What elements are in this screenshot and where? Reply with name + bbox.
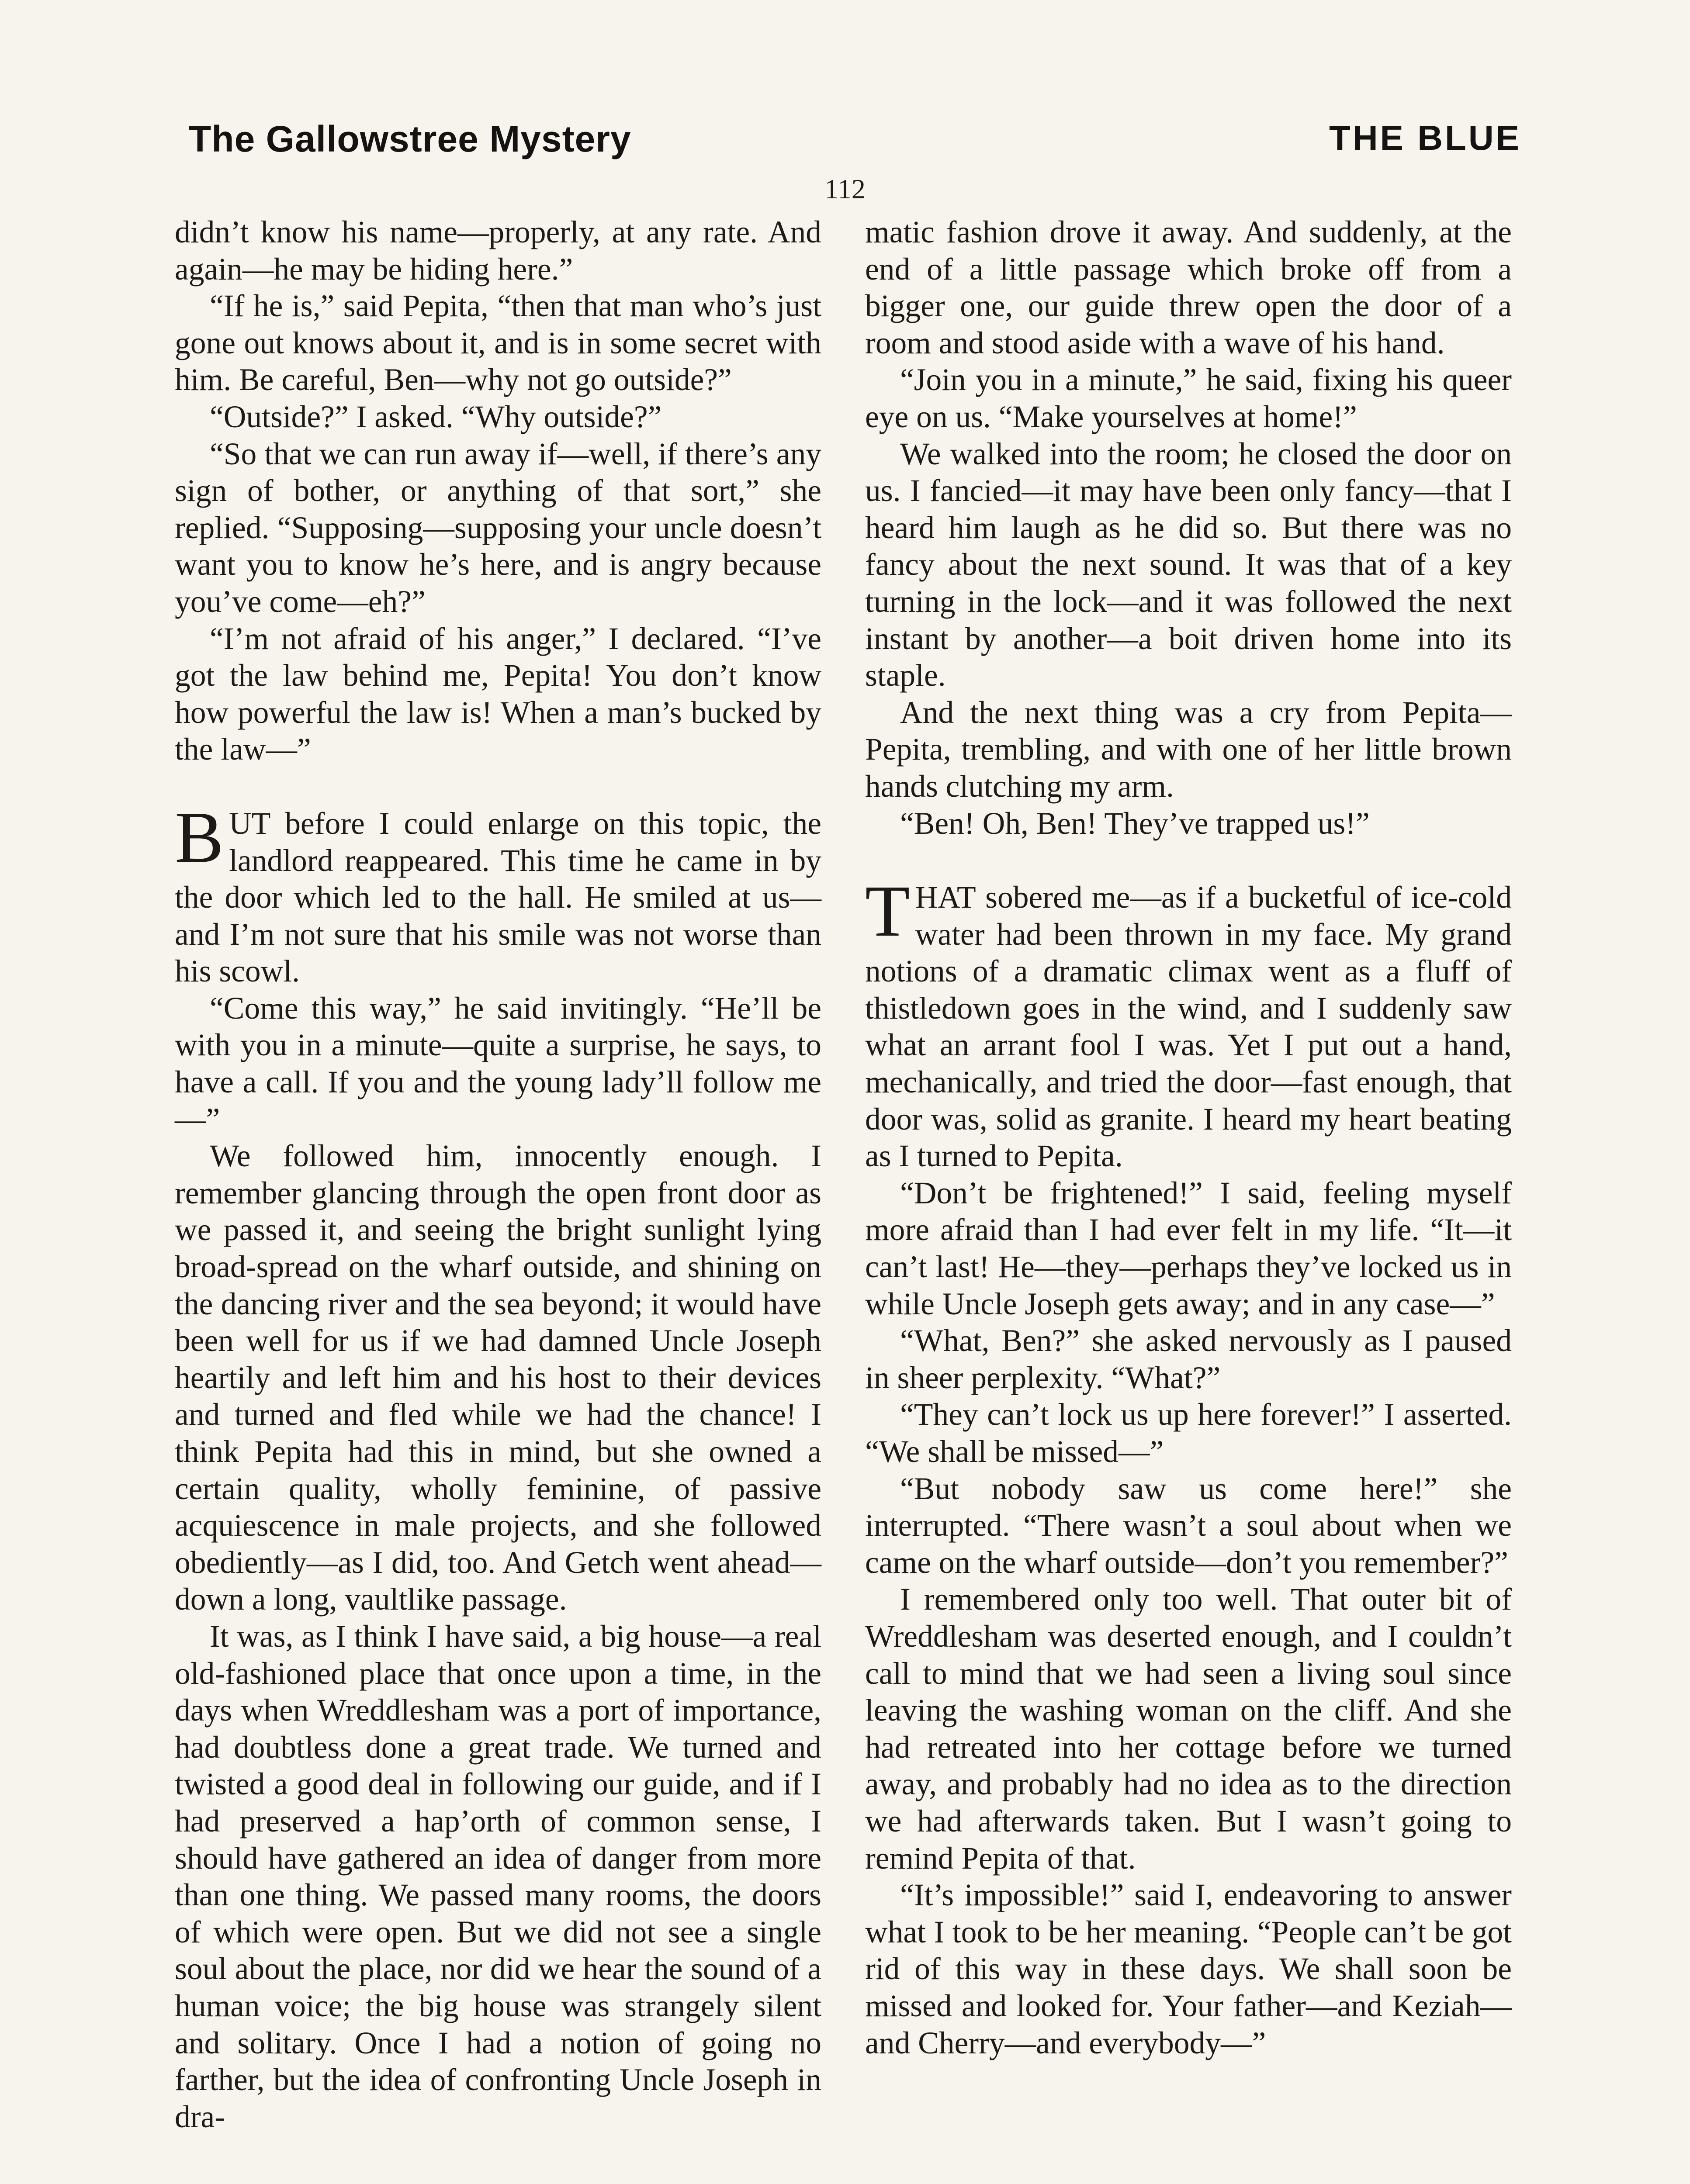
paragraph: “But nobody saw us come here!” she interrupted. “There wasn’t a soul about when we came on the wharf outside—don’t you remember?” bbox=[865, 1471, 1512, 1580]
paragraph: And the next thing was a cry from Pepita—Pepita, trembling, and with one of her little brown hands clutching my arm. bbox=[865, 695, 1512, 804]
paragraph-text: before I could enlarge on this topic, the landlord reappeared. This time he came in by the door which led to the hall. He smiled at us—and I’m not sure that his smile was not worse than his scowl. bbox=[175, 806, 821, 989]
paragraph: “Join you in a minute,” he said, fixing his queer eye on us. “Make yourselves at home!” bbox=[865, 363, 1512, 434]
paragraph: “Ben! Oh, Ben! They’ve trapped us!” bbox=[900, 806, 1370, 841]
paragraph: “I’m not afraid of his anger,” I declared. “I’ve got the law behind me, Pepita! You don’t know how powerful the law is! When a man’s bucked by the law—” bbox=[175, 621, 821, 767]
paragraph: I remembered only too well. That outer bit of Wreddlesham was deserted enough, and I couldn’t call to mind that we had seen a living soul since leaving the washing woman on the cliff. And she had retreated into her cottage before we turned away, and probably had no idea as to the direction we had afterwards taken. But I wasn’t going to remind Pepita of that. bbox=[865, 1582, 1512, 1876]
drop-cap: B bbox=[175, 796, 224, 878]
paragraph: matic fashion drove it away. And suddenly, at the end of a little passage which broke off from a bigger one, our guide threw open the door of a room and stood aside with a wave of his hand. bbox=[865, 215, 1512, 360]
magazine-title: THE BLUE bbox=[1329, 118, 1521, 157]
paragraph: “Come this way,” he said invitingly. “He’ll be with you in a minute—quite a surprise, he says, to have a call. If you and the young lady’ll follow me—” bbox=[175, 991, 821, 1137]
running-head bbox=[189, 118, 1521, 179]
section-opening-paragraph bbox=[865, 871, 1512, 1175]
paragraph: “It’s impossible!” said I, endeavoring to answer what I took to be her meaning. “People can’t be got rid of this way in these days. We shall soon be missed and looked for. Your father—and Keziah—and Cherry—and everybody—” bbox=[865, 1878, 1512, 2060]
paragraph: It was, as I think I have said, a big house—a real old-fashioned place that once upon a time, in the days when Wreddlesham was a port of importance, had doubtless done a great trade. We turned and twisted a good deal in following our guide, and if I had preserved a hap’orth of common sense, I should have gathered an idea of danger from more than one thing. We passed many rooms, the doors of which were open. But we did not see a single soul about the place, nor did we hear the sound of a human voice; the big house was strangely silent and solitary. Once I had a notion of going no farther, but the idea of confronting Uncle Joseph in dra- bbox=[175, 1619, 821, 2134]
paragraph: “Outside?” I asked. “Why outside?” bbox=[210, 399, 662, 434]
left-column bbox=[175, 214, 821, 2136]
paragraph: We walked into the room; he closed the door on us. I fancied—it may have been only fancy—that I heard him laugh as he did so. But there was no fancy about the next sound. It was that of a key turning in the lock—and it was followed the next instant by another—a boit driven home into its staple. bbox=[865, 436, 1512, 693]
paragraph: “So that we can run away if—well, if there’s any sign of bother, or anything of that sort,” she replied. “Supposing—supposing your uncle doesn’t want you to know he’s here, and is angry because you’ve come—eh?” bbox=[175, 436, 821, 619]
paragraph-text: sobered me—as if a bucketful of ice-cold water had been thrown in my face. My grand notions of a dramatic climax went as a fluff of thistledown goes in the wind, and I suddenly saw what an arrant fool I was. Yet I put out a hand, mechanically, and tried the door—fast enough, that door was, solid as granite. I heard my heart beating as I turned to Pepita. bbox=[865, 880, 1512, 1174]
paragraph: We followed him, innocently enough. I remember glancing through the open front door as we passed it, and seeing the bright sunlight lying broad-spread on the wharf outside, and shining on the dancing river and the sea beyond; it would have been well for us if we had damned Uncle Joseph heartily and left him and his host to their devices and turned and fled while we had the chance! I think Pepita had this in mind, but she owned a certain quality, wholly feminine, of passive acquiescence in male projects, and she followed obediently—as I did, too. And Getch went ahead—down a long, vaultlike passage. bbox=[175, 1139, 821, 1617]
paragraph: didn’t know his name—properly, at any rate. And again—he may be hiding here.” bbox=[175, 215, 821, 287]
paragraph: “They can’t lock us up here forever!” I asserted. “We shall be missed—” bbox=[865, 1397, 1512, 1469]
small-caps-lead: HAT bbox=[915, 880, 976, 915]
small-caps-lead: UT bbox=[229, 806, 271, 841]
story-title: The Gallowstree Mystery bbox=[189, 118, 631, 159]
right-column bbox=[865, 214, 1512, 2062]
page-number: 112 bbox=[824, 173, 866, 204]
paragraph: “Don’t be frightened!” I said, feeling myself more afraid than I had ever felt in my life. “It—it can’t last! He—they—perhaps they’ve locked us in while Uncle Joseph gets away; and in any case—” bbox=[865, 1175, 1512, 1321]
drop-cap: T bbox=[865, 871, 910, 952]
section-opening-paragraph bbox=[175, 796, 821, 990]
paragraph: “What, Ben?” she asked nervously as I paused in sheer perplexity. “What?” bbox=[865, 1324, 1512, 1395]
paragraph: “If he is,” said Pepita, “then that man who’s just gone out knows about it, and is in some secret with him. Be careful, Ben—why not go outside?” bbox=[175, 289, 821, 397]
